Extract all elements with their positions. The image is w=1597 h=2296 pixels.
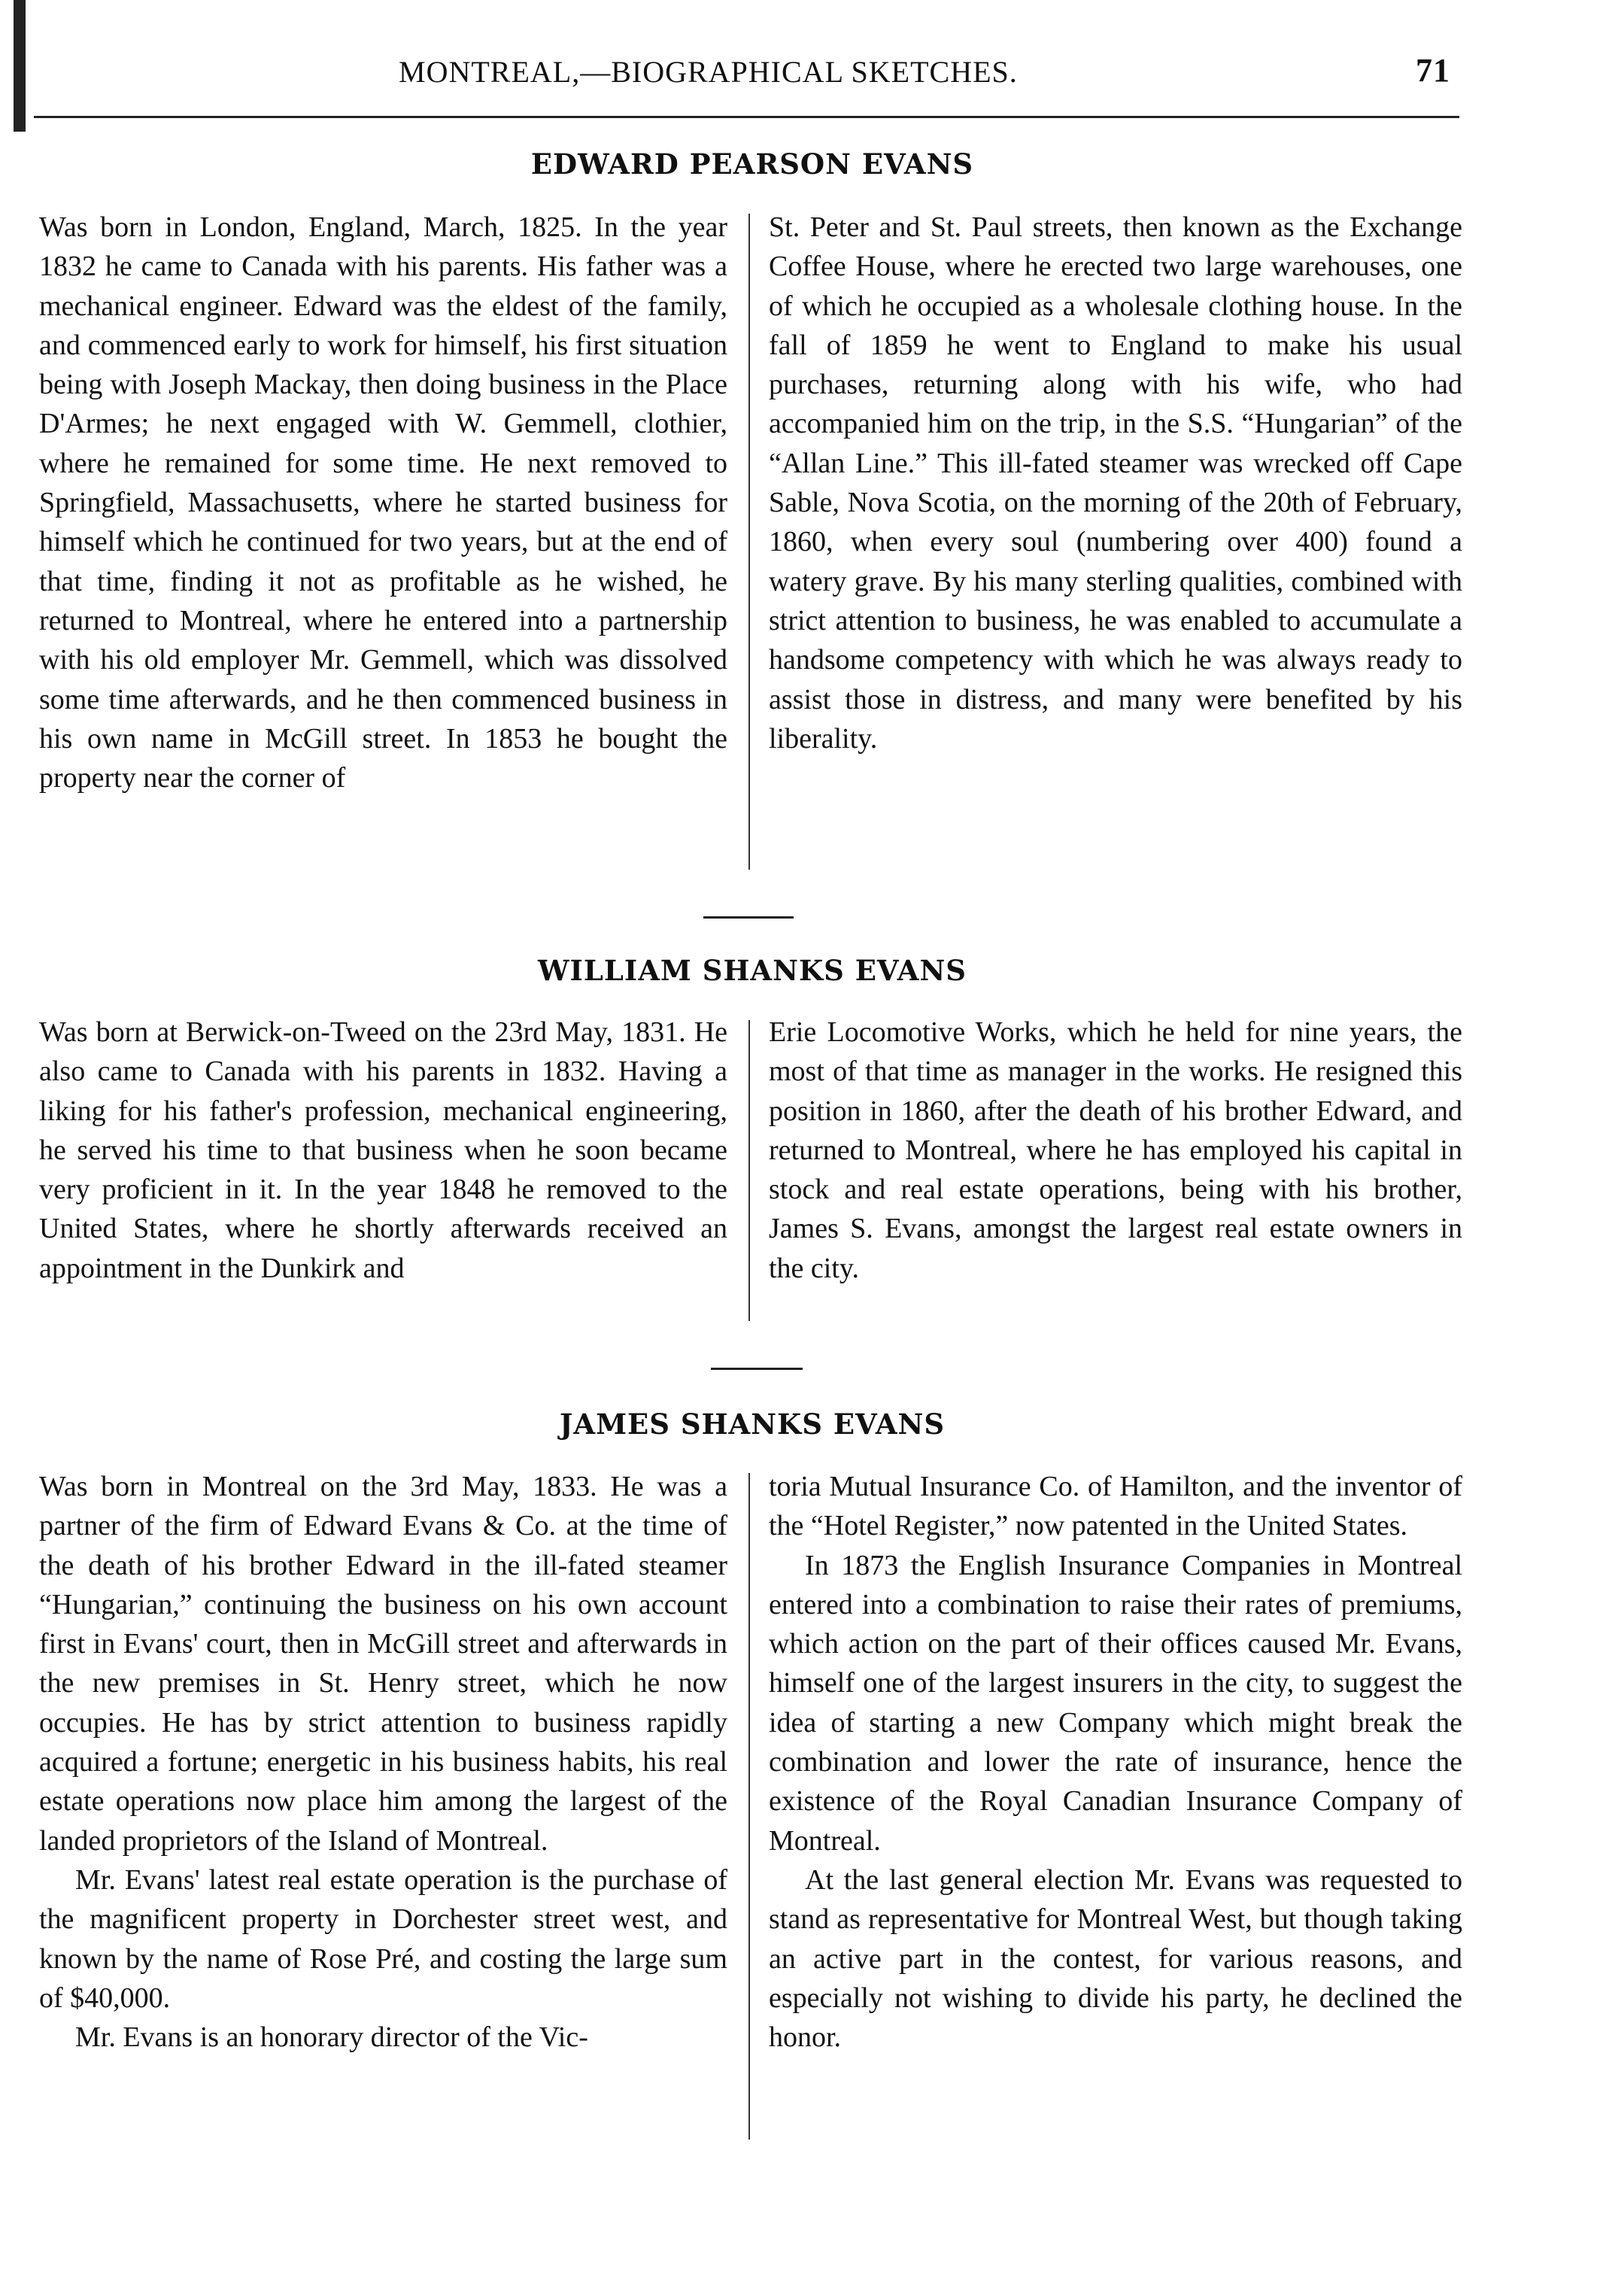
james-right-column [769,1467,1462,2057]
william-right-column [769,1013,1462,1288]
paragraph: Erie Locomotive Works, which he held for nine years, the most of that time as manager in the works. He resigned this position in 1860, after the death of his brother Edward, and returned to Montreal, where he has employed his capital in stock and real estate operations, being with his brother, James S. Evans, amongst the largest real estate owners in the city. [769,1016,1462,1284]
paragraph: St. Peter and St. Paul streets, then known as the Exchange Coffee House, where he erected two large warehouses, one of which he occupied as a wholesale clothing house. In the fall of 1859 he went to England to make his usual purchases, returning along with his wife, who had accompanied him on the trip, in the S.S. “Hungarian” of the “Allan Line.” This ill-fated steamer was wrecked off Cape Sable, Nova Scotia, on the morning of the 20th of February, 1860, when every soul (numbering over 400) found a watery grave. By his many sterling qualities, combined with strict attention to business, he was enabled to accumulate a handsome competency with which he was always ready to assist those in distress, and many were benefited by his liberality. [769,211,1462,755]
column-divider [748,1020,750,1321]
paragraph: Mr. Evans' latest real estate operation is the purchase of the magnificent property in Dorchester street west, and known by the name of Rose Pré, and costing the large sum of $40,000. [39,1863,727,2014]
paragraph: Was born at Berwick-on-Tweed on the 23rd May, 1831. He also came to Canada with his parents in 1832. Having a liking for his father's profession, mechanical engineering, he served his time to that business when he soon became very proficient in it. In the year 1848 he removed to the United States, where he shortly afterwards received an appointment in the Dunkirk and [39,1016,727,1284]
section-separator [703,916,794,919]
paragraph: Was born in London, England, March, 1825. In the year 1832 he came to Canada with his parents. His father was a mechanical engineer. Edward was the eldest of the family, and commenced early to work for himself, his first situation being with Joseph Mackay, then doing business in the Place D'Armes; he next engaged with W. Gemmell, clothier, where he remained for some time. He next removed to Springfield, Massachusetts, where he started business for himself which he continued for two years, but at the end of that time, finding it not as profitable as he wished, he returned to Montreal, where he entered into a partnership with his old employer Mr. Gemmell, which was dissolved some time afterwards, and he then commenced business in his own name in McGill street. In 1853 he bought the property near the corner of [39,211,727,794]
paragraph: toria Mutual Insurance Co. of Hamilton, and the inventor of the “Hotel Register,” now patented in the United States. [769,1471,1462,1542]
paragraph: Was born in Montreal on the 3rd May, 1833. He was a partner of the firm of Edward Evans & Co. at the time of the death of his brother Edward in the ill-fated steamer “Hungarian,” continuing the business on his own account first in Evans' court, then in McGill street and afterwards in the new premises in St. Henry street, which he now occupies. He has by strict attention to business rapidly acquired a fortune; energetic in his business habits, his real estate operations now place him among the largest of the landed proprietors of the Island of Montreal. [39,1471,727,1857]
header-rule [34,116,1459,118]
edward-right-column [769,208,1462,758]
james-left-column [39,1467,727,2057]
column-divider [748,1473,750,2140]
page-edge-shadow [14,0,26,132]
section-title-edward: EDWARD PEARSON EVANS [530,147,974,181]
william-left-column [39,1013,727,1288]
page-number: 71 [1416,52,1450,89]
paragraph: In 1873 the English Insurance Companies in Montreal entered into a combination to raise their rates of premiums, which action on the part of their offices caused Mr. Evans, himself one of the largest insurers in the city, to suggest the idea of starting a new Company which might break the combination and lower the rate of insurance, hence the existence of the Royal Canadian Insurance Company of Montreal. [769,1549,1462,1857]
section-title-james: JAMES SHANKS EVANS [559,1408,946,1441]
section-separator [711,1368,803,1370]
column-divider [748,214,750,870]
edward-left-column [39,208,727,797]
running-title: MONTREAL,—BIOGRAPHICAL SKETCHES. [399,55,1018,89]
section-title-william: WILLIAM SHANKS EVANS [538,954,967,987]
paragraph: Mr. Evans is an honorary director of the Vic- [75,2021,588,2054]
paragraph: At the last general election Mr. Evans was requested to stand as representative for Montreal West, but though taking an active part in the contest, for various reasons, and especially not wishing to divide his party, he declined the honor. [769,1863,1462,2054]
